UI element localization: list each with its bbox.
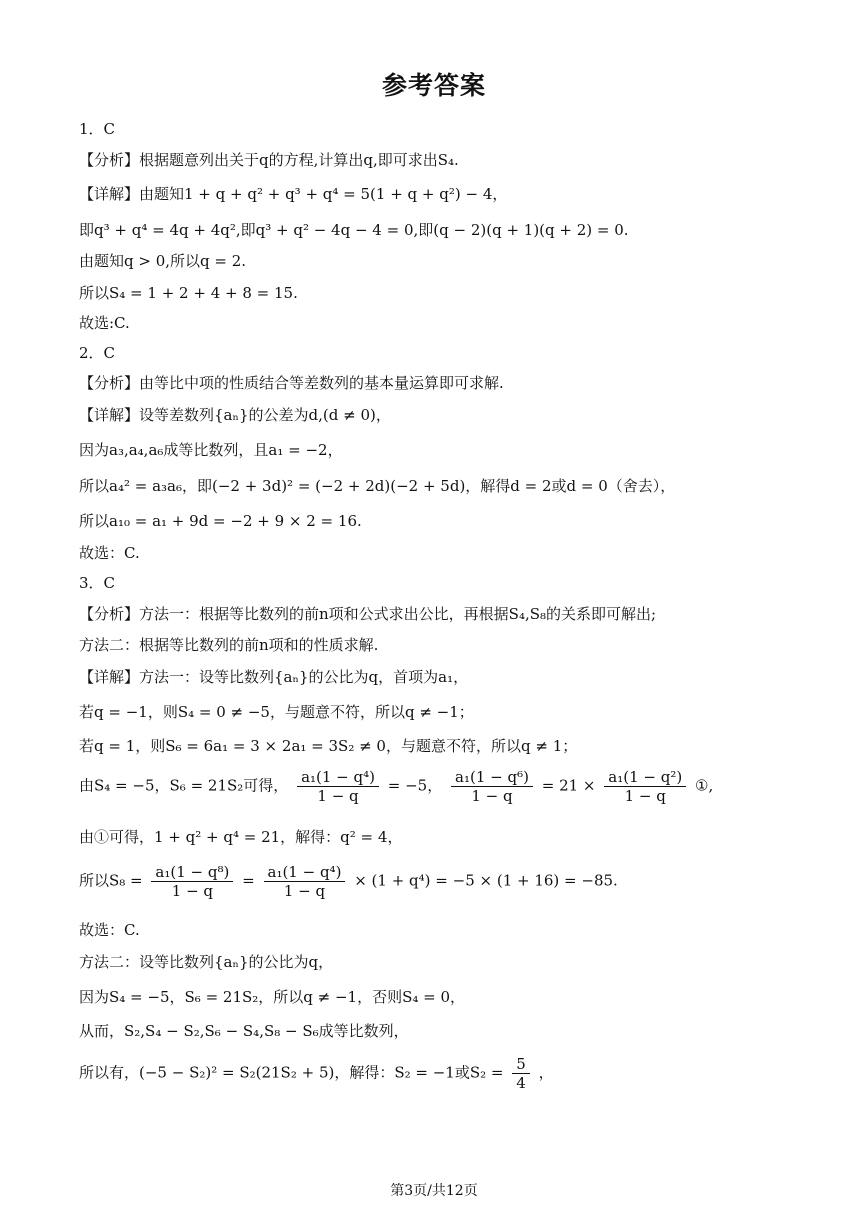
fraction-denominator: 1 − q [624,787,666,805]
answer-line: 若q = −1，则S₄ = 0 ≠ −5，与题意不符，所以q ≠ −1； [79,703,474,721]
answer-line: 【详解】设等差数列{aₙ}的公差为d,(d ≠ 0)， [79,406,391,424]
equation-line [79,863,618,900]
answer-line: 2．C [79,344,116,362]
answer-line: 【分析】根据题意列出关于q的方程,计算出q,即可求出S₄. [79,151,459,169]
answer-line: 所以a₁₀ = a₁ + 9d = −2 + 9 × 2 = 16. [79,512,362,530]
equation-text: = [242,871,255,890]
answer-line: 因为S₄ = −5，S₆ = 21S₂，所以q ≠ −1，否则S₄ = 0， [79,988,466,1006]
answer-line: 3．C [79,574,116,592]
fraction-numerator: a₁(1 − q⁴) [264,863,346,882]
fraction [604,768,686,805]
answer-line: 【分析】方法一：根据等比数列的前n项和公式求出公比，再根据S₄,S₈的关系即可解出; [79,605,657,623]
fraction-denominator: 1 − q [283,882,326,900]
answer-line: 由题知q > 0,所以q = 2. [79,252,247,270]
answer-line: 所以a₄² = a₃a₆，即(−2 + 3d)² = (−2 + 2d)(−2 + 5d)，解得d = 2或d = 0（舍去）， [79,477,676,495]
answer-line: 所以S₄ = 1 + 2 + 4 + 8 = 15. [79,284,298,302]
answer-line: 【详解】方法一：设等比数列{aₙ}的公比为q，首项为a₁， [79,668,469,686]
equation-lead: 由S₄ = −5，S₆ = 21S₂可得， [79,776,289,795]
answer-line: 故选:C. [79,314,130,332]
answer-line: 【详解】由题知1 + q + q² + q³ + q⁴ = 5(1 + q + q²) − 4， [79,185,508,203]
page-footer: 第3页/共12页 [390,1183,478,1199]
equation-lead: 所以有，(−5 − S₂)² = S₂(21S₂ + 5)，解得：S₂ = −1或S₂ = [79,1063,504,1082]
equation-line [79,768,713,805]
fraction [512,1055,530,1092]
fraction [151,863,233,900]
fraction-numerator: a₁(1 − q⁴) [297,768,379,787]
answer-line: 故选：C. [79,544,140,562]
equation-text: ①, [695,776,714,795]
fraction [264,863,346,900]
fraction-numerator: a₁(1 − q⁸) [151,863,233,882]
answer-line: 【分析】由等比中项的性质结合等差数列的基本量运算即可求解. [79,374,504,392]
fraction-denominator: 4 [516,1074,526,1092]
answer-line: 由①可得，1 + q² + q⁴ = 21，解得：q² = 4， [79,828,403,846]
answer-line: 若q = 1，则S₆ = 6a₁ = 3 × 2a₁ = 3S₂ ≠ 0，与题意不符，所以q ≠ 1； [79,737,578,755]
answer-line: 故选：C. [79,921,140,939]
answer-line: 1．C [79,120,116,138]
fraction-denominator: 1 − q [317,787,359,805]
fraction-denominator: 1 − q [171,882,214,900]
fraction-numerator: 5 [512,1055,530,1074]
equation-text: = −5， [387,776,443,795]
answer-line: 方法二：设等比数列{aₙ}的公比为q， [79,953,334,971]
equation-lead: 所以S₈ = [79,871,143,890]
fraction-denominator: 1 − q [471,787,513,805]
page-title: 参考答案 [381,71,486,100]
answer-line: 方法二：根据等比数列的前n项和的性质求解. [79,636,379,654]
equation-text: ， [538,1063,554,1082]
equation-line [79,1055,554,1092]
answer-line: 即q³ + q⁴ = 4q + 4q²,即q³ + q² − 4q − 4 = 0,即(q − 2)(q + 1)(q + 2) = 0. [79,221,629,239]
fraction [297,768,379,805]
fraction [451,768,533,805]
equation-text: = 21 × [541,776,596,795]
fraction-numerator: a₁(1 − q⁶) [451,768,533,787]
fraction-numerator: a₁(1 − q²) [604,768,686,787]
equation-text: × (1 + q⁴) = −5 × (1 + 16) = −85. [354,871,618,890]
answer-line: 从而，S₂,S₄ − S₂,S₆ − S₄,S₈ − S₆成等比数列， [79,1022,409,1040]
answer-line: 因为a₃,a₄,a₆成等比数列，且a₁ = −2， [79,441,343,459]
